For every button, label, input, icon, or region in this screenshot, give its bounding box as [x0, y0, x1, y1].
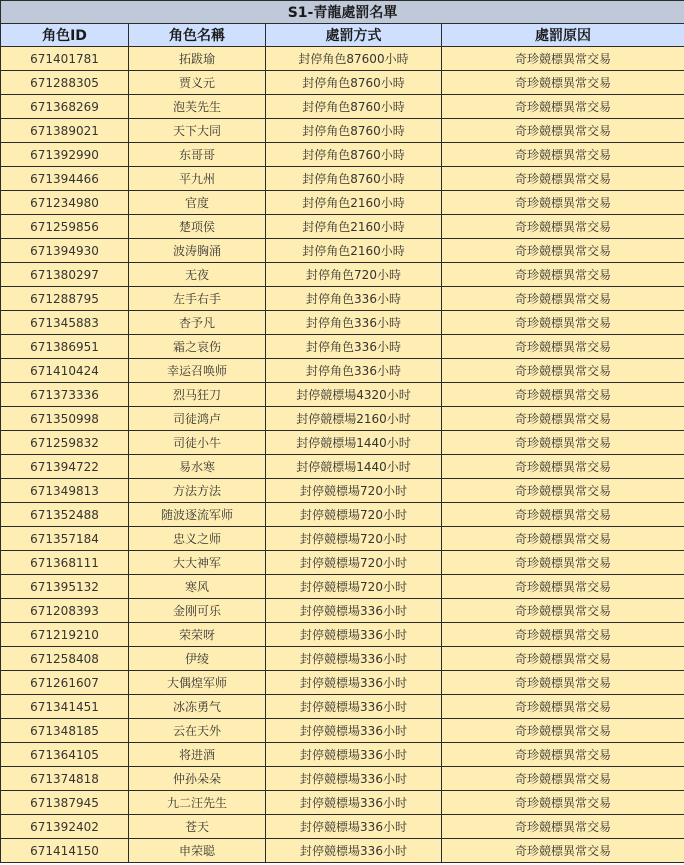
- penalty-type-cell: 封停競標場336小时: [266, 671, 442, 695]
- role-id-cell: 671219210: [1, 623, 129, 647]
- role-id-cell: 671368269: [1, 95, 129, 119]
- role-id-cell: 671352488: [1, 503, 129, 527]
- role-name-cell: 霜之哀伤: [129, 335, 266, 359]
- penalty-reason-cell: 奇珍競標異常交易: [442, 287, 684, 311]
- role-name-cell: 杏予凡: [129, 311, 266, 335]
- penalty-type-cell: 封停角色2160小時: [266, 191, 442, 215]
- table-row: [1, 791, 684, 815]
- penalty-reason-cell: 奇珍競標異常交易: [442, 479, 684, 503]
- table-row: [1, 767, 684, 791]
- penalty-reason-cell: 奇珍競標異常交易: [442, 263, 684, 287]
- role-id-cell: 671357184: [1, 527, 129, 551]
- table-row: [1, 455, 684, 479]
- role-id-cell: 671380297: [1, 263, 129, 287]
- penalty-type-cell: 封停競標場720小时: [266, 575, 442, 599]
- role-id-cell: 671394466: [1, 167, 129, 191]
- role-name-cell: 伊绫: [129, 647, 266, 671]
- role-name-cell: 泡芙先生: [129, 95, 266, 119]
- penalty-type-cell: 封停角色8760小時: [266, 95, 442, 119]
- role-name-cell: 申荣聪: [129, 839, 266, 863]
- penalty-type-cell: 封停競標場336小时: [266, 767, 442, 791]
- penalty-reason-cell: 奇珍競標異常交易: [442, 647, 684, 671]
- table-row: [1, 143, 684, 167]
- role-id-cell: 671258408: [1, 647, 129, 671]
- table-row: [1, 503, 684, 527]
- penalty-type-cell: 封停競標場720小时: [266, 527, 442, 551]
- penalty-type-cell: 封停競標場336小时: [266, 623, 442, 647]
- penalty-type-cell: 封停競標場336小时: [266, 791, 442, 815]
- table-row: [1, 191, 684, 215]
- penalty-type-cell: 封停角色8760小時: [266, 167, 442, 191]
- penalty-reason-cell: 奇珍競標異常交易: [442, 47, 684, 71]
- role-id-cell: 671259832: [1, 431, 129, 455]
- table-row: [1, 479, 684, 503]
- role-id-cell: 671261607: [1, 671, 129, 695]
- header-penalty-reason: 處罰原因: [442, 24, 684, 47]
- penalty-type-cell: 封停競標場720小时: [266, 503, 442, 527]
- penalty-reason-cell: 奇珍競標異常交易: [442, 407, 684, 431]
- role-name-cell: 金刚可乐: [129, 599, 266, 623]
- role-name-cell: 拓跋瑜: [129, 47, 266, 71]
- penalty-reason-cell: 奇珍競標異常交易: [442, 551, 684, 575]
- penalty-reason-cell: 奇珍競標異常交易: [442, 575, 684, 599]
- table-row: [1, 671, 684, 695]
- penalty-reason-cell: 奇珍競標異常交易: [442, 71, 684, 95]
- table-row: [1, 95, 684, 119]
- penalty-type-cell: 封停角色336小時: [266, 359, 442, 383]
- table-header-row: [1, 24, 684, 47]
- penalty-type-cell: 封停競標場336小时: [266, 599, 442, 623]
- role-name-cell: 云在天外: [129, 719, 266, 743]
- penalty-reason-cell: 奇珍競標異常交易: [442, 335, 684, 359]
- role-id-cell: 671389021: [1, 119, 129, 143]
- penalty-type-cell: 封停競標場1440小时: [266, 455, 442, 479]
- penalty-reason-cell: 奇珍競標異常交易: [442, 431, 684, 455]
- penalty-type-cell: 封停角色8760小時: [266, 71, 442, 95]
- penalty-type-cell: 封停競標場336小时: [266, 719, 442, 743]
- role-id-cell: 671392402: [1, 815, 129, 839]
- penalty-reason-cell: 奇珍競標異常交易: [442, 527, 684, 551]
- table-row: [1, 47, 684, 71]
- table-row: [1, 695, 684, 719]
- role-name-cell: 司徒鸿卢: [129, 407, 266, 431]
- role-name-cell: 仲孙朵朵: [129, 767, 266, 791]
- role-name-cell: 天下大同: [129, 119, 266, 143]
- penalty-reason-cell: 奇珍競標異常交易: [442, 767, 684, 791]
- role-id-cell: 671349813: [1, 479, 129, 503]
- role-id-cell: 671373336: [1, 383, 129, 407]
- penalty-reason-cell: 奇珍競標異常交易: [442, 815, 684, 839]
- role-id-cell: 671410424: [1, 359, 129, 383]
- role-name-cell: 烈马狂刀: [129, 383, 266, 407]
- penalty-reason-cell: 奇珍競標異常交易: [442, 215, 684, 239]
- penalty-reason-cell: 奇珍競標異常交易: [442, 191, 684, 215]
- role-name-cell: 幸运召唤师: [129, 359, 266, 383]
- role-id-cell: 671341451: [1, 695, 129, 719]
- table-row: [1, 359, 684, 383]
- role-name-cell: 官度: [129, 191, 266, 215]
- role-name-cell: 方法方法: [129, 479, 266, 503]
- penalty-type-cell: 封停競標場336小时: [266, 743, 442, 767]
- penalty-reason-cell: 奇珍競標異常交易: [442, 839, 684, 863]
- role-name-cell: 大偶煌军师: [129, 671, 266, 695]
- role-id-cell: 671394722: [1, 455, 129, 479]
- role-id-cell: 671345883: [1, 311, 129, 335]
- role-id-cell: 671348185: [1, 719, 129, 743]
- table-row: [1, 335, 684, 359]
- penalty-reason-cell: 奇珍競標異常交易: [442, 167, 684, 191]
- role-id-cell: 671414150: [1, 839, 129, 863]
- table-row: [1, 263, 684, 287]
- penalty-type-cell: 封停角色8760小時: [266, 143, 442, 167]
- penalty-type-cell: 封停競標場2160小时: [266, 407, 442, 431]
- header-penalty-type: 處罰方式: [266, 24, 442, 47]
- role-id-cell: 671392990: [1, 143, 129, 167]
- penalty-type-cell: 封停角色336小時: [266, 311, 442, 335]
- role-name-cell: 东哥哥: [129, 143, 266, 167]
- penalty-type-cell: 封停競標場336小时: [266, 839, 442, 863]
- penalty-type-cell: 封停角色8760小時: [266, 119, 442, 143]
- role-name-cell: 左手右手: [129, 287, 266, 311]
- role-id-cell: 671288795: [1, 287, 129, 311]
- role-name-cell: 苍天: [129, 815, 266, 839]
- penalty-reason-cell: 奇珍競標異常交易: [442, 143, 684, 167]
- role-id-cell: 671387945: [1, 791, 129, 815]
- penalty-type-cell: 封停競標場720小时: [266, 551, 442, 575]
- table-title: S1-青龍處罰名單: [1, 1, 684, 24]
- role-name-cell: 九二汪先生: [129, 791, 266, 815]
- role-name-cell: 无夜: [129, 263, 266, 287]
- penalty-type-cell: 封停角色336小時: [266, 335, 442, 359]
- penalty-reason-cell: 奇珍競標異常交易: [442, 623, 684, 647]
- role-name-cell: 随波逐流军师: [129, 503, 266, 527]
- role-id-cell: 671288305: [1, 71, 129, 95]
- penalty-reason-cell: 奇珍競標異常交易: [442, 239, 684, 263]
- penalty-reason-cell: 奇珍競標異常交易: [442, 119, 684, 143]
- role-id-cell: 671368111: [1, 551, 129, 575]
- table-row: [1, 215, 684, 239]
- table-row: [1, 311, 684, 335]
- table-row: [1, 599, 684, 623]
- role-name-cell: 贾义元: [129, 71, 266, 95]
- role-name-cell: 将进酒: [129, 743, 266, 767]
- penalty-reason-cell: 奇珍競標異常交易: [442, 503, 684, 527]
- penalty-type-cell: 封停競標場4320小时: [266, 383, 442, 407]
- penalty-type-cell: 封停競標場336小时: [266, 815, 442, 839]
- table-row: [1, 743, 684, 767]
- penalty-type-cell: 封停競標場1440小时: [266, 431, 442, 455]
- role-id-cell: 671374818: [1, 767, 129, 791]
- penalty-type-cell: 封停角色336小時: [266, 287, 442, 311]
- penalty-reason-cell: 奇珍競標異常交易: [442, 599, 684, 623]
- role-name-cell: 寒风: [129, 575, 266, 599]
- penalty-type-cell: 封停競標場336小时: [266, 647, 442, 671]
- penalty-type-cell: 封停角色87600小時: [266, 47, 442, 71]
- penalty-type-cell: 封停角色2160小時: [266, 215, 442, 239]
- penalty-reason-cell: 奇珍競標異常交易: [442, 719, 684, 743]
- penalty-type-cell: 封停角色720小時: [266, 263, 442, 287]
- penalty-reason-cell: 奇珍競標異常交易: [442, 455, 684, 479]
- role-id-cell: 671350998: [1, 407, 129, 431]
- role-id-cell: 671208393: [1, 599, 129, 623]
- role-name-cell: 司徒小牛: [129, 431, 266, 455]
- table-row: [1, 719, 684, 743]
- role-name-cell: 冰冻勇气: [129, 695, 266, 719]
- role-id-cell: 671386951: [1, 335, 129, 359]
- table-row: [1, 71, 684, 95]
- role-name-cell: 楚项侯: [129, 215, 266, 239]
- penalty-reason-cell: 奇珍競標異常交易: [442, 743, 684, 767]
- role-name-cell: 波涛胸涌: [129, 239, 266, 263]
- role-id-cell: 671401781: [1, 47, 129, 71]
- role-name-cell: 平九州: [129, 167, 266, 191]
- penalty-type-cell: 封停角色2160小時: [266, 239, 442, 263]
- table-row: [1, 431, 684, 455]
- penalty-type-cell: 封停競標場720小时: [266, 479, 442, 503]
- role-id-cell: 671395132: [1, 575, 129, 599]
- table-row: [1, 119, 684, 143]
- table-title-row: [1, 1, 684, 24]
- table-row: [1, 383, 684, 407]
- role-id-cell: 671364105: [1, 743, 129, 767]
- role-name-cell: 易水寒: [129, 455, 266, 479]
- role-id-cell: 671259856: [1, 215, 129, 239]
- table-row: [1, 167, 684, 191]
- table-row: [1, 239, 684, 263]
- table-row: [1, 815, 684, 839]
- role-name-cell: 忠义之师: [129, 527, 266, 551]
- table-row: [1, 575, 684, 599]
- table-row: [1, 551, 684, 575]
- penalty-reason-cell: 奇珍競標異常交易: [442, 671, 684, 695]
- role-id-cell: 671234980: [1, 191, 129, 215]
- table-row: [1, 647, 684, 671]
- penalty-reason-cell: 奇珍競標異常交易: [442, 383, 684, 407]
- role-name-cell: 荣荣呀: [129, 623, 266, 647]
- penalty-type-cell: 封停競標場336小时: [266, 695, 442, 719]
- role-name-cell: 大大神军: [129, 551, 266, 575]
- penalty-reason-cell: 奇珍競標異常交易: [442, 695, 684, 719]
- table-row: [1, 527, 684, 551]
- header-role-id: 角色ID: [1, 24, 129, 47]
- table-row: [1, 623, 684, 647]
- header-role-name: 角色名稱: [129, 24, 266, 47]
- table-row: [1, 407, 684, 431]
- penalty-reason-cell: 奇珍競標異常交易: [442, 95, 684, 119]
- role-id-cell: 671394930: [1, 239, 129, 263]
- table-row: [1, 839, 684, 863]
- penalty-reason-cell: 奇珍競標異常交易: [442, 359, 684, 383]
- penalty-reason-cell: 奇珍競標異常交易: [442, 311, 684, 335]
- penalty-reason-cell: 奇珍競標異常交易: [442, 791, 684, 815]
- table-row: [1, 287, 684, 311]
